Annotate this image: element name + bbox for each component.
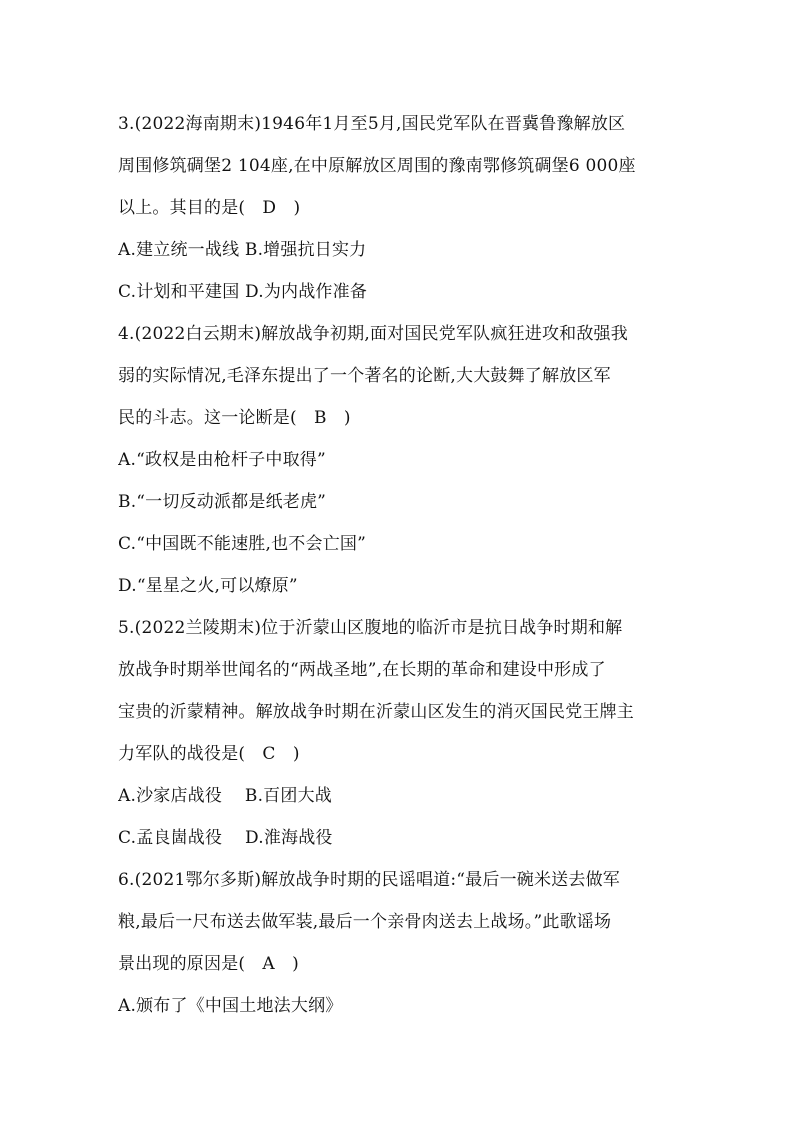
question-4-stem-line-2: 弱的实际情况,毛泽东提出了一个著名的论断,大大鼓舞了解放区军 [118,366,611,386]
question-3-stem-line-2: 周围修筑碉堡2 104座,在中原解放区周围的豫南鄂修筑碉堡6 000座 [118,156,636,176]
question-4-option-c: C.“中国既不能速胜,也不会亡国” [118,534,366,554]
question-4-option-d: D.“星星之火,可以燎原” [118,576,298,596]
question-list [118,103,680,1027]
question-4-stem-line-1: 4.(2022白云期末)解放战争初期,面对国民党军队疯狂进攻和敌强我 [118,324,628,344]
question-5-stem-line-2: 放战争时期举世闻名的“两战圣地”,在长期的革命和建设中形成了 [118,660,606,680]
question-3-stem-line-3: 以上。其目的是( D ) [118,198,301,218]
question-3-option-line-1: A.建立统一战线 B.增强抗日实力 [118,240,367,260]
question-5-stem-line-1: 5.(2022兰陵期末)位于沂蒙山区腹地的临沂市是抗日战争时期和解 [118,618,623,638]
question-4-option-b: B.“一切反动派都是纸老虎” [118,492,327,512]
question-3-option-line-2: C.计划和平建国 D.为内战作准备 [118,282,368,302]
question-6-stem-line-1: 6.(2021鄂尔多斯)解放战争时期的民谣唱道:“最后一碗米送去做军 [118,870,620,890]
question-6-stem-line-2: 粮,最后一尺布送去做军装,最后一个亲骨肉送去上战场。”此歌谣场 [118,912,612,932]
question-5-stem-line-4: 力军队的战役是( C ) [118,744,300,764]
question-4-option-a: A.“政权是由枪杆子中取得” [118,450,326,470]
question-4-stem-line-3: 民的斗志。这一论断是( B ) [118,408,351,428]
question-5-stem-line-3: 宝贵的沂蒙精神。解放战争时期在沂蒙山区发生的消灭国民党王牌主 [118,702,634,722]
question-6-option-a: A.颁布了《中国土地法大纲》 [118,996,343,1016]
question-3-stem-line-1: 3.(2022海南期末)1946年1月至5月,国民党军队在晋冀鲁豫解放区 [118,114,626,134]
question-5-option-line-2: C.孟良崮战役 D.淮海战役 [118,828,333,848]
question-6-stem-line-3: 景出现的原因是( A ) [118,954,299,974]
question-5-option-line-1: A.沙家店战役 B.百团大战 [118,786,332,806]
